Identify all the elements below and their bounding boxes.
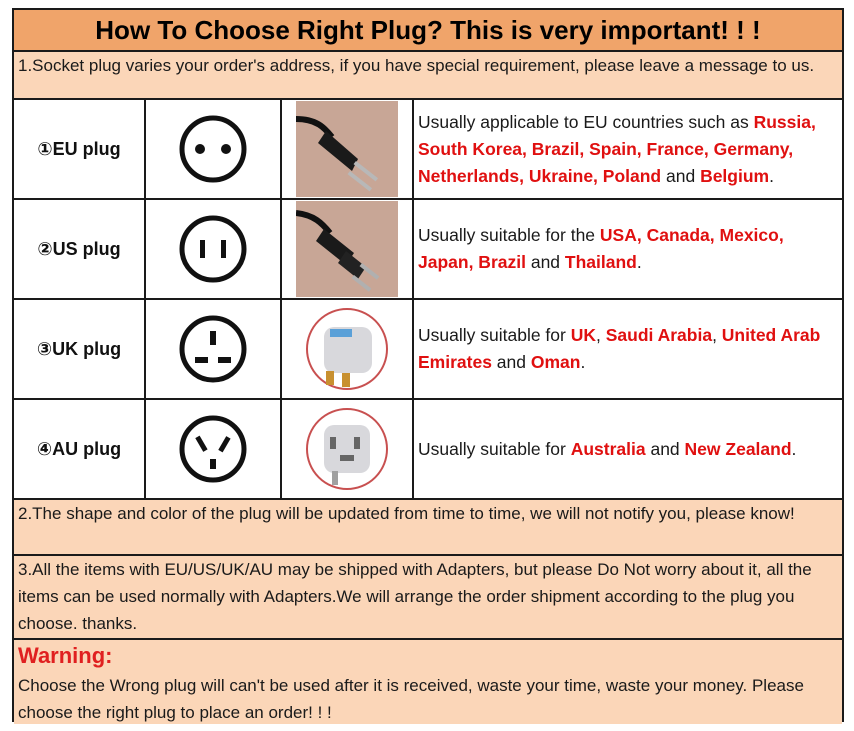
country-list: Belgium (700, 165, 770, 186)
description-prefix: Usually suitable for the (418, 225, 600, 245)
note-shape-color: 2.The shape and color of the plug will be updated from time to time, we will not notify you, please know! (14, 500, 842, 556)
eu-plug-photo (282, 100, 414, 198)
plug-label: ③UK plug (14, 300, 146, 398)
au-adapter-photo (282, 400, 414, 498)
plug-row-uk (14, 300, 842, 400)
plug-row-au (14, 400, 842, 500)
plug-label: ④AU plug (14, 400, 146, 498)
warning-title: Warning: (18, 643, 113, 668)
description-text: , (596, 325, 606, 345)
description-text: . (791, 438, 797, 459)
description-prefix: Usually applicable to EU countries such as (418, 111, 754, 132)
description-text: and (491, 352, 531, 372)
description-text: . (636, 252, 642, 272)
eu-socket-icon (146, 100, 282, 198)
country-list: UK (570, 325, 596, 345)
note-socket-varies: 1.Socket plug varies your order's address, if you have special requirement, please leave a message to us. (14, 52, 842, 100)
country-list: Saudi Arabia (605, 325, 713, 345)
plug-label: ②US plug (14, 200, 146, 298)
us-plug-photo (282, 200, 414, 298)
plug-description (414, 300, 842, 398)
page-title: How To Choose Right Plug? This is very important! ! ! (14, 10, 842, 52)
country-list: United Arab Emirates (418, 325, 821, 372)
plug-description (414, 400, 842, 498)
note-adapters: 3.All the items with EU/US/UK/AU may be shipped with Adapters, but please Do Not worry about it, all the items can be used normally with Adapters.We will arrange the order shipment according to the plug you choose. thanks. (14, 556, 842, 640)
warning-text: Choose the Wrong plug will can't be used after it is received, waste your time, waste your money. Please choose the right plug to place an order! ! ! (18, 676, 804, 722)
plug-row-us (14, 200, 842, 300)
description-text: , (712, 325, 722, 345)
uk-adapter-photo (282, 300, 414, 398)
description-text: and (525, 252, 565, 272)
uk-socket-icon (146, 300, 282, 398)
description-prefix: Usually suitable for (418, 325, 571, 345)
us-socket-icon (146, 200, 282, 298)
country-list: Russia, (753, 111, 816, 132)
country-list: USA, Canada, Mexico, Japan, Brazil (418, 225, 784, 272)
warning-box (14, 640, 842, 724)
description-text: and (661, 165, 701, 186)
description-prefix: Usually suitable for (418, 438, 571, 459)
plug-label: ①EU plug (14, 100, 146, 198)
plug-description (414, 200, 842, 298)
plug-row-eu (14, 100, 842, 200)
plug-description (414, 100, 842, 198)
country-list: South Korea, Brazil, Spain, France, Germany, Netherlands, Ukraine, Poland (418, 138, 794, 186)
country-list: New Zealand (684, 438, 792, 459)
description-text: and (645, 438, 685, 459)
au-socket-icon (146, 400, 282, 498)
country-list: Australia (570, 438, 646, 459)
description-text: . (769, 165, 774, 186)
plug-guide-sheet (12, 8, 844, 722)
description-text: . (580, 352, 586, 372)
country-list: Oman (530, 352, 581, 372)
country-list: Thailand (564, 252, 637, 272)
